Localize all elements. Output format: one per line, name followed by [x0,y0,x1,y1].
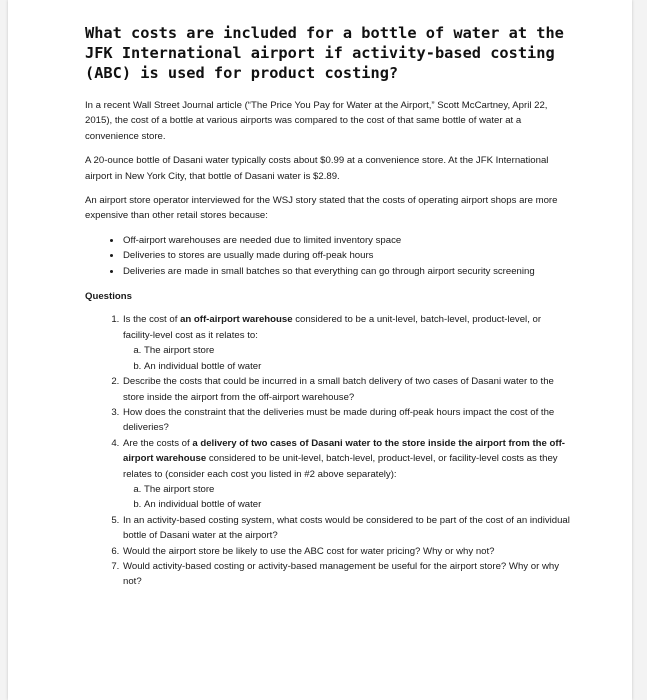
questions-list [85,312,570,589]
document-title: What costs are included for a bottle of water at the JFK International airport if activity-based costing (ABC) is used for product costing? [85,24,564,82]
question-2: 2. Describe the costs that could be incurred in a small batch delivery of two cases of Dasani water to the store inside the airport from the off-airport warehouse? [122,374,570,405]
list-item: • Deliveries are made in small batches so that everything can go through airport security screening [122,264,570,279]
questions-heading: Questions [85,291,132,303]
question-5: 5. In an activity-based costing system, what costs would be considered to be part of the cost of an individual bottle of Dasani water at the airport? [122,513,570,544]
sub-item: a. The airport store [144,482,570,497]
sub-item: b. An individual bottle of water [144,359,570,374]
sub-item: b. An individual bottle of water [144,497,570,512]
document-body [85,98,570,590]
price-paragraph: A 20-ounce bottle of Dasani water typically costs about $0.99 at a convenience store. At the JFK International airport in New York City, that bottle of Dasani water is $2.89. [85,155,549,182]
question-4-text-post: considered to be unit-level, batch-level, product-level, or facility-level costs as they relates to (consider each cost you listed in #2 above separately): [123,453,558,480]
question-1-text-bold: an off-airport warehouse [180,314,293,326]
question-1-text-post: considered to be a unit-level, batch-level, product-level, or facility-level cost as it relates to: [123,314,542,341]
reasons-list [85,233,570,279]
intro-paragraph: In a recent Wall Street Journal article (“The Price You Pay for Water at the Airport,” Scott McCartney, April 22, 2015), the cost of a bottle at various airports was compared to the cost of that same bottle of water at a convenience store. [85,100,548,142]
list-item: • Deliveries to stores are usually made during off-peak hours [122,248,570,263]
question-4-text-bold: a delivery of two cases of Dasani water to the store inside the airport from the off-airport warehouse [123,437,565,465]
operator-paragraph: An airport store operator interviewed for the WSJ story stated that the costs of operating airport shops are more expensive than other retail stores because: [85,195,558,222]
question-4-text-pre: Are the costs of [123,437,193,449]
question-1 [122,312,570,374]
question-4-sublist [123,482,570,513]
question-7: 7. Would activity-based costing or activity-based management be useful for the airport store? Why or why not? [122,559,570,590]
list-item: • Off-airport warehouses are needed due to limited inventory space [122,233,570,248]
question-4 [122,436,570,513]
question-1-sublist [123,343,570,374]
document-page [8,0,632,700]
sub-item: a. The airport store [144,343,570,358]
question-3: 3. How does the constraint that the deliveries must be made during off-peak hours impact the cost of the deliveries? [122,405,570,436]
question-6: 6. Would the airport store be likely to use the ABC cost for water pricing? Why or why not? [122,544,570,559]
question-1-text-pre: Is the cost of [123,314,181,326]
